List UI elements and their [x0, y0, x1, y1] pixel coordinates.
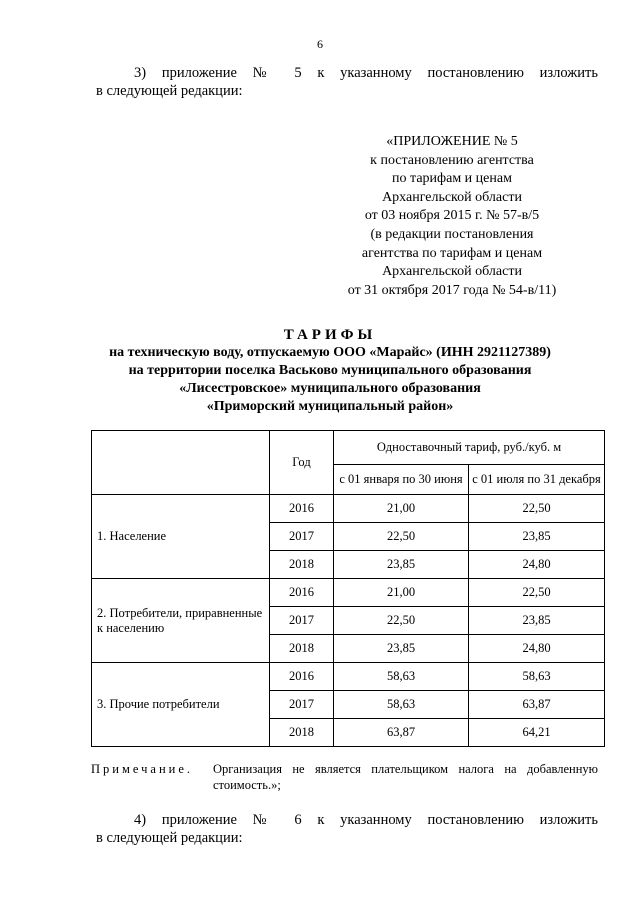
value-cell: 23,85: [469, 607, 605, 635]
value-cell: 22,50: [469, 495, 605, 523]
value-cell: 23,85: [334, 551, 469, 579]
title-main: ТАРИФЫ: [283, 327, 377, 343]
table-row: [92, 495, 605, 523]
appendix-header: [322, 133, 582, 300]
note-line1: Организация не является плательщиком налога на добавленную: [213, 762, 598, 776]
appendix-line: агентства по тарифам и ценам: [361, 245, 543, 261]
note-line2: стоимость.»;: [213, 778, 281, 792]
appendix-line: Архангельской области: [382, 264, 522, 280]
note-label: Примечание.: [91, 762, 194, 776]
paragraph-3: [96, 64, 598, 100]
header-year: Год: [270, 431, 334, 495]
paragraph-4-line1: 4) приложение № 6 к указанному постановлению изложить: [134, 812, 598, 828]
year-cell: 2018: [270, 635, 334, 663]
value-cell: 64,21: [469, 719, 605, 747]
value-cell: 22,50: [469, 579, 605, 607]
value-cell: 58,63: [334, 691, 469, 719]
year-cell: 2017: [270, 523, 334, 551]
page-number: 6: [317, 37, 323, 51]
year-cell: 2018: [270, 719, 334, 747]
paragraph-4: [96, 811, 598, 847]
appendix-line: от 03 ноября 2015 г. № 57-в/5: [364, 208, 540, 224]
appendix-line: к постановлению агентства: [370, 152, 534, 168]
value-cell: 22,50: [334, 607, 469, 635]
category-cell: 3. Прочие потребители: [92, 663, 270, 747]
table-row: [92, 663, 605, 691]
header-category: [92, 431, 270, 495]
category-cell: 2. Потребители, приравненные к населению: [92, 579, 270, 663]
year-cell: 2018: [270, 551, 334, 579]
value-cell: 63,87: [334, 719, 469, 747]
year-cell: 2016: [270, 495, 334, 523]
category-cell: 1. Население: [92, 495, 270, 579]
appendix-line: Архангельской области: [382, 189, 522, 205]
paragraph-3-line1: 3) приложение № 5 к указанному постановлению изложить: [134, 65, 598, 81]
year-cell: 2016: [270, 663, 334, 691]
value-cell: 23,85: [469, 523, 605, 551]
table-row: [92, 579, 605, 607]
title-line: на территории поселка Васьково муниципального образования: [128, 363, 532, 378]
appendix-line: от 31 октября 2017 года № 54-в/11): [347, 282, 557, 298]
title-line: «Лисестровское» муниципального образования: [179, 381, 481, 396]
tariff-table: [91, 430, 605, 747]
header-period-2: с 01 июля по 31 декабря: [469, 465, 605, 495]
document-title: [60, 326, 600, 416]
year-cell: 2016: [270, 579, 334, 607]
header-tariff: Одноставочный тариф, руб./куб. м: [334, 431, 605, 465]
value-cell: 23,85: [334, 635, 469, 663]
title-line: «Приморский муниципальный район»: [206, 399, 454, 414]
appendix-line: (в редакции постановления: [370, 226, 534, 242]
paragraph-4-line2: в следующей редакции:: [96, 830, 243, 846]
value-cell: 21,00: [334, 579, 469, 607]
value-cell: 58,63: [469, 663, 605, 691]
appendix-line: «ПРИЛОЖЕНИЕ № 5: [386, 134, 518, 149]
appendix-line: по тарифам и ценам: [392, 171, 512, 187]
paragraph-3-line2: в следующей редакции:: [96, 83, 243, 99]
year-cell: 2017: [270, 607, 334, 635]
value-cell: 63,87: [469, 691, 605, 719]
value-cell: 21,00: [334, 495, 469, 523]
year-cell: 2017: [270, 691, 334, 719]
note: [91, 761, 598, 793]
title-line: на техническую воду, отпускаемую ООО «Марайс» (ИНН 2921127389): [109, 345, 551, 360]
header-period-1: с 01 января по 30 июня: [334, 465, 469, 495]
value-cell: 22,50: [334, 523, 469, 551]
value-cell: 58,63: [334, 663, 469, 691]
value-cell: 24,80: [469, 635, 605, 663]
value-cell: 24,80: [469, 551, 605, 579]
